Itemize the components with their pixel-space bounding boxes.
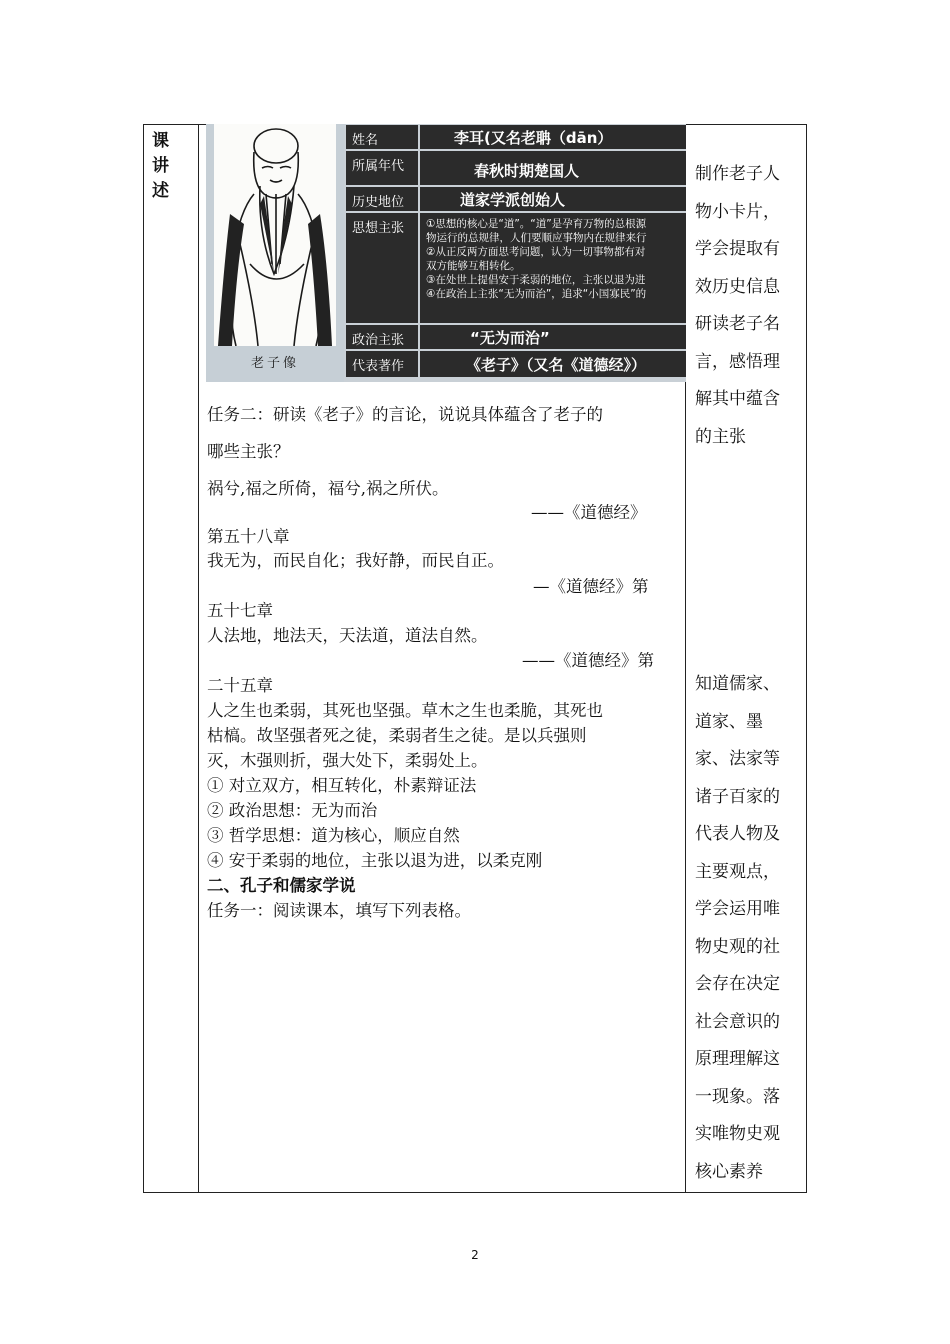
quote-4-line2: 枯槁。故坚强者死之徒，柔弱者生之徒。是以兵强则	[207, 726, 587, 745]
info-label: 思想主张	[346, 213, 418, 323]
info-value: 李耳(又名老聃（dān）	[420, 125, 686, 149]
objective-block-1: 制作老子人 物小卡片， 学会提取有 效历史信息 研读老子名 言，感悟理 解其中蕴含 的主张	[695, 164, 780, 447]
info-label: 所属年代	[346, 151, 418, 185]
info-row-thought	[344, 212, 686, 324]
info-label: 代表著作	[346, 351, 418, 377]
info-value-lines: ①思想的核心是“道”。“道”是孕育万物的总根源 物运行的总规律，人们要顺应事物内在规律来行 ②从正反两方面思考问题，认为一切事物都有对 双方能够互相转化。 ③在处世上提倡安于柔弱的地位，主张以退为进 ④在政治上主张“无为而治”，追求“小国寡民”的	[420, 213, 686, 323]
info-row-name	[344, 124, 686, 150]
section-heading-confucius: 二、孔子和儒家学说	[207, 876, 356, 895]
info-value: “无为而治”	[420, 325, 686, 349]
info-value: 《老子》（又名《道德经》）	[420, 351, 686, 377]
quote-3-source: ——《道德经》第	[522, 651, 654, 670]
info-row-works	[344, 350, 686, 378]
quote-3-source-cont: 二十五章	[207, 676, 273, 695]
info-row-status	[344, 186, 686, 212]
quote-1: 祸兮,福之所倚，福兮,祸之所伏。	[207, 479, 449, 498]
quote-4-line3: 灭，木强则折，强大处下，柔弱处上。	[207, 751, 488, 770]
info-label: 政治主张	[346, 325, 418, 349]
info-row-era	[344, 150, 686, 186]
info-label: 姓名	[346, 125, 418, 149]
quote-2-source: —《道德经》第	[533, 577, 649, 596]
task2-line2: 哪些主张？	[207, 442, 290, 461]
section-label: 课 讲 述	[152, 131, 169, 201]
info-row-politics	[344, 324, 686, 350]
laozi-portrait	[206, 124, 344, 382]
quote-3: 人法地，地法天，天法道，道法自然。	[207, 626, 488, 645]
laozi-drawing	[214, 124, 336, 346]
point-2: ② 政治思想：无为而治	[207, 801, 378, 820]
quote-2: 我无为，而民自化；我好静，而民自正。	[207, 551, 504, 570]
quote-2-source-cont: 五十七章	[207, 601, 273, 620]
quote-1-source: ——《道德经》	[531, 503, 647, 522]
point-3: ③ 哲学思想：道为核心，顺应自然	[207, 826, 460, 845]
portrait-frame	[214, 124, 336, 346]
info-value: 春秋时期楚国人	[420, 151, 686, 185]
point-4: ④ 安于柔弱的地位，主张以退为进，以柔克刚	[207, 851, 543, 870]
point-1: ① 对立双方，相互转化，朴素辩证法	[207, 776, 477, 795]
quote-1-source-cont: 第五十八章	[207, 527, 290, 546]
info-label: 历史地位	[346, 187, 418, 211]
quote-4-line1: 人之生也柔弱，其死也坚强。草木之生也柔脆，其死也	[207, 701, 603, 720]
info-value: 道家学派创始人	[420, 187, 686, 211]
objective-block-2: 知道儒家、 道家、墨 家、法家等 诸子百家的 代表人物及 主要观点， 学会运用唯 物史观的社 会存在决定 社会意识的 原理理解这 一现象。落 实唯物史观 核心素养	[695, 674, 780, 1182]
task1-line: 任务一：阅读课本，填写下列表格。	[207, 901, 471, 920]
laozi-info-card	[344, 124, 686, 382]
page-number: 2	[471, 1248, 479, 1262]
portrait-caption: 老子像	[250, 356, 299, 371]
column-divider	[198, 125, 199, 1192]
task2-line1: 任务二：研读《老子》的言论，说说具体蕴含了老子的	[207, 405, 603, 424]
